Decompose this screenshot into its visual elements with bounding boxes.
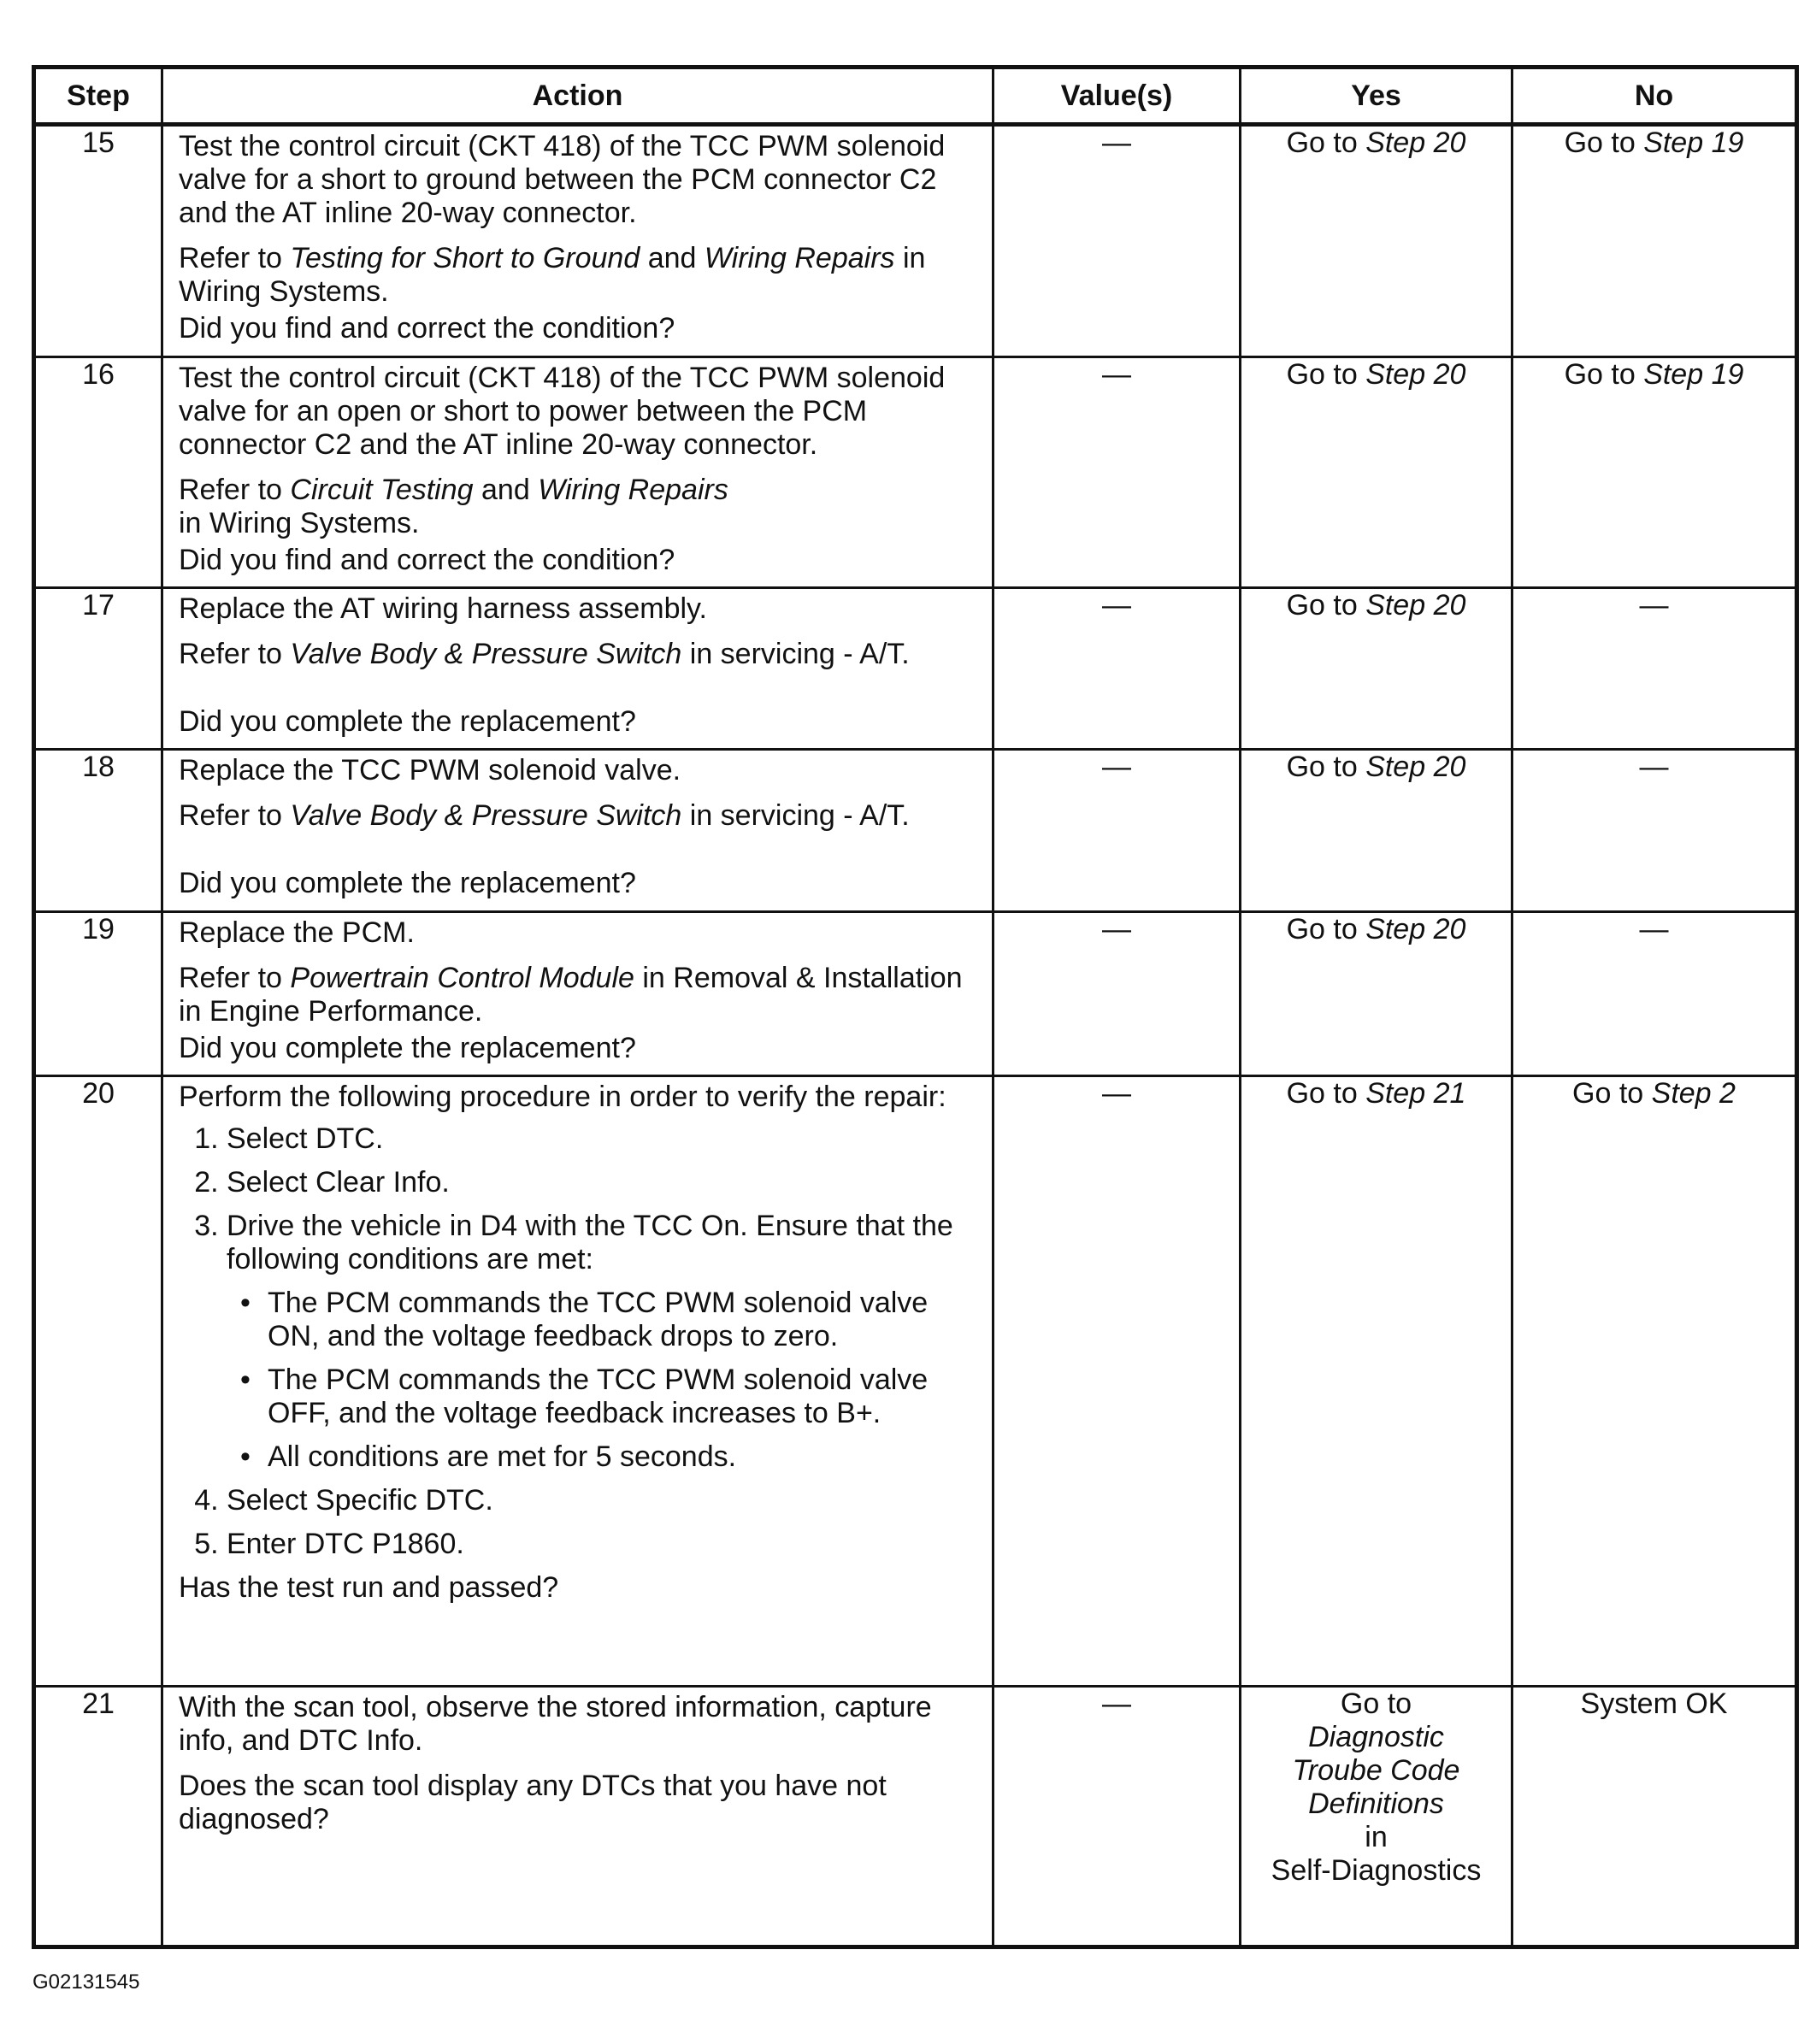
action-intro: Perform the following procedure in order to verify the repair: [179,1081,946,1113]
value-cell [993,1076,1241,1687]
action-question: Did you complete the replacement? [179,1032,636,1064]
action-cell [162,357,993,588]
list-item: • All conditions are met for 5 seconds. [240,1440,737,1473]
step-number: 18 [34,750,162,912]
figure-id: G02131545 [32,1970,140,1994]
header-action: Action [162,68,993,125]
step-number: 20 [34,1076,162,1687]
yes-cell: Go to Step 20 [1241,357,1512,588]
diagnostic-table [32,65,1799,1949]
no-dash: — [1639,913,1669,945]
list-item: • The PCM commands the TCC PWM solenoid valve ON, and the voltage feedback drops to zero. [240,1287,929,1352]
action-reference: Refer to Valve Body & Pressure Switch in servicing - A/T. [179,799,910,832]
no-cell: Go to Step 2 [1512,1076,1797,1687]
condition-list [227,1287,983,1474]
action-question: Has the test run and passed? [179,1571,559,1604]
value-cell [993,125,1241,357]
action-cell [162,588,993,750]
yes-section: Self-Diagnostics [1271,1854,1482,1887]
table-row-step-18 [34,750,1797,912]
step-number: 16 [34,357,162,588]
no-cell: System OK [1512,1687,1797,1947]
value-dash: — [1102,913,1131,945]
action-reference: Refer to Testing for Short to Ground and Wiring Repairs in Wiring Systems. [179,242,926,308]
no-cell [1512,912,1797,1076]
no-step-ref: Step 19 [1643,358,1744,391]
yes-go-to: Go to [1340,1688,1412,1720]
action-text: Test the control circuit (CKT 418) of the TCC PWM solenoid valve for a short to ground between the PCM connector C2 and the AT inline 20-way connector. [179,130,946,229]
no-cell [1512,588,1797,750]
list-item: 1. Select DTC. [227,1122,983,1156]
yes-ref-line: Troube Code [1292,1754,1460,1787]
value-dash: — [1102,127,1131,159]
no-step-ref: Step 2 [1651,1077,1736,1110]
no-cell: Go to Step 19 [1512,125,1797,357]
yes-ref-line: Definitions [1308,1788,1444,1820]
yes-step-ref: Step 20 [1365,751,1466,783]
action-reference: Refer to Powertrain Control Module in Removal & Installation in Engine Performance. [179,962,963,1028]
action-text: With the scan tool, observe the stored information, capture info, and DTC Info. [179,1691,932,1757]
action-text: Replace the TCC PWM solenoid valve. [179,754,681,786]
step-number: 15 [34,125,162,357]
header-step: Step [34,68,162,125]
no-step-ref: Step 19 [1643,127,1744,159]
step-number: 19 [34,912,162,1076]
action-cell [162,1687,993,1947]
action-question: Did you complete the replacement? [179,705,636,738]
step-number: 21 [34,1687,162,1947]
yes-step-ref: Step 20 [1365,913,1466,945]
table-row-step-17 [34,588,1797,750]
action-reference: Refer to Circuit Testing and Wiring Repairs in Wiring Systems. [179,474,728,539]
list-item: • The PCM commands the TCC PWM solenoid valve OFF, and the voltage feedback increases to B+. [240,1364,929,1429]
header-row [34,68,1797,125]
value-dash: — [1102,589,1131,621]
step-number: 17 [34,588,162,750]
action-question: Does the scan tool display any DTCs that you have not diagnosed? [179,1770,887,1835]
action-question: Did you find and correct the condition? [179,312,675,345]
yes-cell: Go to Step 21 [1241,1076,1512,1687]
table-row-step-16 [34,357,1797,588]
procedure-list [179,1122,983,1561]
list-item: 2. Select Clear Info. [227,1166,983,1199]
action-cell [162,125,993,357]
action-cell [162,1076,993,1687]
no-dash: — [1639,589,1669,621]
value-cell [993,357,1241,588]
header-yes: Yes [1241,68,1512,125]
value-cell [993,1687,1241,1947]
table-row-step-19 [34,912,1797,1076]
yes-step-ref: Step 20 [1365,358,1466,391]
yes-cell: Go to Step 20 [1241,588,1512,750]
value-dash: — [1102,358,1131,391]
list-item: 5. Enter DTC P1860. [227,1528,983,1561]
value-dash: — [1102,1077,1131,1110]
yes-ref-line: Diagnostic [1308,1721,1444,1753]
list-item: 4. Select Specific DTC. [227,1484,983,1517]
yes-cell: Go to Step 20 [1241,912,1512,1076]
yes-cell: Go to Step 20 [1241,750,1512,912]
table-row-step-20 [34,1076,1797,1687]
action-reference: Refer to Valve Body & Pressure Switch in servicing - A/T. [179,638,910,670]
value-cell [993,750,1241,912]
yes-step-ref: Step 20 [1365,589,1466,621]
header-no: No [1512,68,1797,125]
action-question: Did you find and correct the condition? [179,544,675,576]
table-row-step-21 [34,1687,1797,1947]
value-dash: — [1102,1688,1131,1720]
yes-in: in [1365,1821,1388,1853]
no-dash: — [1639,751,1669,783]
yes-step-ref: Step 20 [1365,127,1466,159]
action-cell [162,912,993,1076]
action-question: Did you complete the replacement? [179,867,636,899]
action-text: Replace the PCM. [179,916,415,949]
list-item: 3. Drive the vehicle in D4 with the TCC On. Ensure that the following conditions are met: • The PCM commands the TCC PWM solenoid valve ON, and the voltage feedback drops to zero. • The PCM commands the TCC PWM solenoid valve OFF, and the voltage feedback increases to B+. • All conditions are met for 5 seconds. [227,1210,983,1474]
value-dash: — [1102,751,1131,783]
no-cell [1512,750,1797,912]
yes-step-ref: Step 21 [1365,1077,1466,1110]
no-cell: Go to Step 19 [1512,357,1797,588]
value-cell [993,912,1241,1076]
action-cell [162,750,993,912]
table-row-step-15 [34,125,1797,357]
yes-cell [1241,1687,1512,1947]
action-text: Replace the AT wiring harness assembly. [179,592,707,625]
header-values: Value(s) [993,68,1241,125]
action-text: Test the control circuit (CKT 418) of the TCC PWM solenoid valve for an open or short to power between the PCM connector C2 and the AT inline 20-way connector. [179,362,946,461]
value-cell [993,588,1241,750]
yes-cell: Go to Step 20 [1241,125,1512,357]
